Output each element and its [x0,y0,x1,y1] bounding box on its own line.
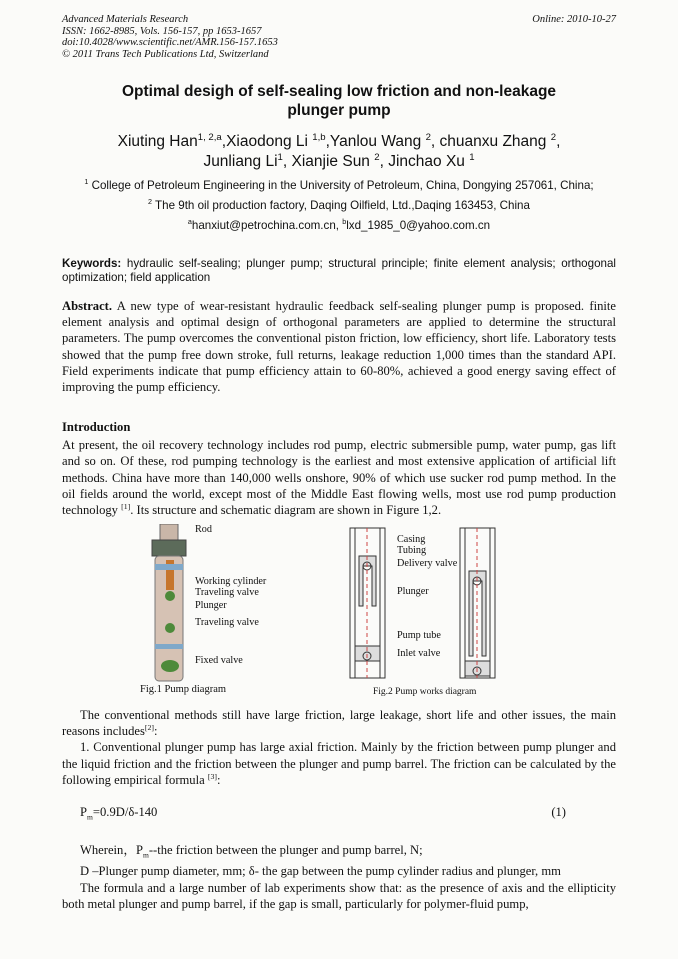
title-line: plunger pump [287,102,391,119]
author: Xianjie Sun [291,153,375,170]
fig1-label: Traveling valve [195,587,259,598]
body-text [62,707,616,912]
fig1-label: Fixed valve [195,655,243,666]
text: . Its structure and schematic diagram are shown in Figure 1,2. [130,503,442,518]
author: Xiaodong Li [226,133,313,150]
affiliation-2 [40,199,638,212]
sub: m [142,850,149,860]
email-sup: b [342,217,347,227]
keywords [62,257,616,284]
introduction [62,419,616,518]
fig2-label: Plunger [397,586,429,597]
formula-text: P [80,805,88,820]
abstract-label: Abstract. [62,299,113,313]
citation: [3] [207,771,217,781]
text: At present, the oil recovery technology includes rod pump, electric submersible pump, water pump, gas lift and so on. Of these, rod pumping technology is the earliest and most extensive application of artificial lift methods. China have more than 140,000 wells onshore, 90% of which use sucker rod pump method. In the oil fields around the world, except most of the Middle East flowing wells, most use rod pump production technology [62,438,616,518]
fig2-label: Delivery valve [397,558,458,569]
journal-header [62,14,278,60]
author: Yanlou Wang [329,133,426,150]
paragraph: D –Plunger pump diameter, mm; δ- the gap between the pump cylinder radius and plunger, mm [80,864,561,879]
pump-illustration [140,524,200,684]
issn: ISSN: 1662-8985, Vols. 156-157, pp 1653-1657 [62,25,262,37]
paragraph: The formula and a large number of lab experiments show that: as the presence of axis and the ellipticity both metal plunger and pump barrel, if the gap is small, particularly for polymer-fluid pump, [62,880,616,911]
abstract-text: A new type of wear-resistant hydraulic feedback self-sealing plunger pump is proposed. finite element analysis and optimal design of orthogonal parameters are applied to determine the structural parameters. The pump overcomes the conventional piston friction, low efficiency, short life. Laboratory tests showed that the pump free down stroke, full returns, leakage reduction 1,000 times than the standard API. Field experiments indicate that pump efficiency attain to 60-80%, achieved a good energy saving effect of improving the pump efficiency. [62,299,616,395]
fig2-label: Inlet valve [397,648,441,659]
affil-sup: 1 [84,177,89,187]
fig2-caption: Fig.2 Pump works diagram [373,687,477,697]
fig1-caption: Fig.1 Pump diagram [140,684,227,695]
intro-paragraph [62,437,616,518]
fig1-label: Traveling valve [195,617,259,628]
affil-text: The 9th oil production factory, Daqing Oilfield, Ltd.,Daqing 163453, China [152,199,530,212]
paragraph [62,707,616,739]
paragraph [62,842,616,864]
online-date: Online: 2010-10-27 [532,14,616,25]
figure-1 [135,522,305,700]
sep: , [325,133,330,150]
paper-title [62,82,616,120]
affiliation-1 [40,179,638,192]
affil-text: College of Petroleum Engineering in the University of Petroleum, China, Dongying 257061, China; [88,179,594,192]
fig2-label: Pump tube [397,630,441,641]
sep: , [556,133,561,150]
text: --the friction between the plunger and pump barrel, N; [148,842,423,857]
doi: doi:10.4028/www.scientific.net/AMR.156-157.1653 [62,37,278,48]
title-line: Optimal desigh of self-sealing low friction and non-leakage [121,83,557,100]
sep: , [282,153,292,170]
section-heading: Introduction [62,420,131,434]
text: : [153,724,158,739]
author-sup: 1, 2,a [197,131,222,143]
sep: , [221,133,227,150]
author-sup: 1,b [312,131,326,143]
text: 1. Conventional plunger pump has large axial friction. Mainly by the friction between pump plunger and the liquid friction and the friction between the plunger and pump barrel. The friction can be calculated by the following empirical formula [62,740,616,787]
abstract [62,298,616,395]
author: Xiuting Han [117,133,198,150]
fig2-label: Casing [397,534,426,545]
email-a: hanxiut@petrochina.com.cn, [191,219,343,232]
journal-name: Advanced Materials Research [62,14,189,25]
formula [62,804,616,826]
author: chuanxu Zhang [439,133,551,150]
author: Jinchao Xu [388,153,470,170]
formula-text: =0.9D/δ-140 [92,805,158,820]
fig2-label: Tubing [397,545,427,556]
figure-2 [345,526,545,701]
citation: [1] [121,501,131,511]
text: : [216,772,221,787]
fig1-label: Plunger [195,600,227,611]
emails [40,219,638,232]
keywords-text: hydraulic self-sealing; plunger pump; structural principle; finite element analysis; orthogonal optimization; field application [62,257,616,284]
copyright: © 2011 Trans Tech Publications Ltd, Switzerland [62,48,269,60]
author-sup: 1 [469,151,475,163]
author-sup: 2 [550,131,557,143]
equation-number: (1) [551,805,566,820]
keywords-label: Keywords: [62,257,122,270]
text: Wherein，P [80,842,143,857]
email-sup: a [187,217,192,227]
author-sup: 1 [277,151,283,163]
fig1-label: Rod [195,524,212,535]
text: The conventional methods still have large friction, large leakage, short life and other issues, the main reasons includes [62,708,616,739]
paragraph [62,739,616,788]
author: Junliang Li [203,153,278,170]
author-list [62,132,616,172]
citation: [2] [144,723,154,733]
sep: , [430,133,440,150]
sep: , [379,153,389,170]
affil-sup: 2 [148,197,153,207]
fig1-label: Working cylinder [195,576,267,587]
email-b: lxd_1985_0@yahoo.com.cn [346,219,491,232]
author-sup: 2 [374,151,380,163]
formula-sub: m [87,812,93,822]
pump-works-illustration [345,526,535,686]
author-sup: 2 [425,131,431,143]
